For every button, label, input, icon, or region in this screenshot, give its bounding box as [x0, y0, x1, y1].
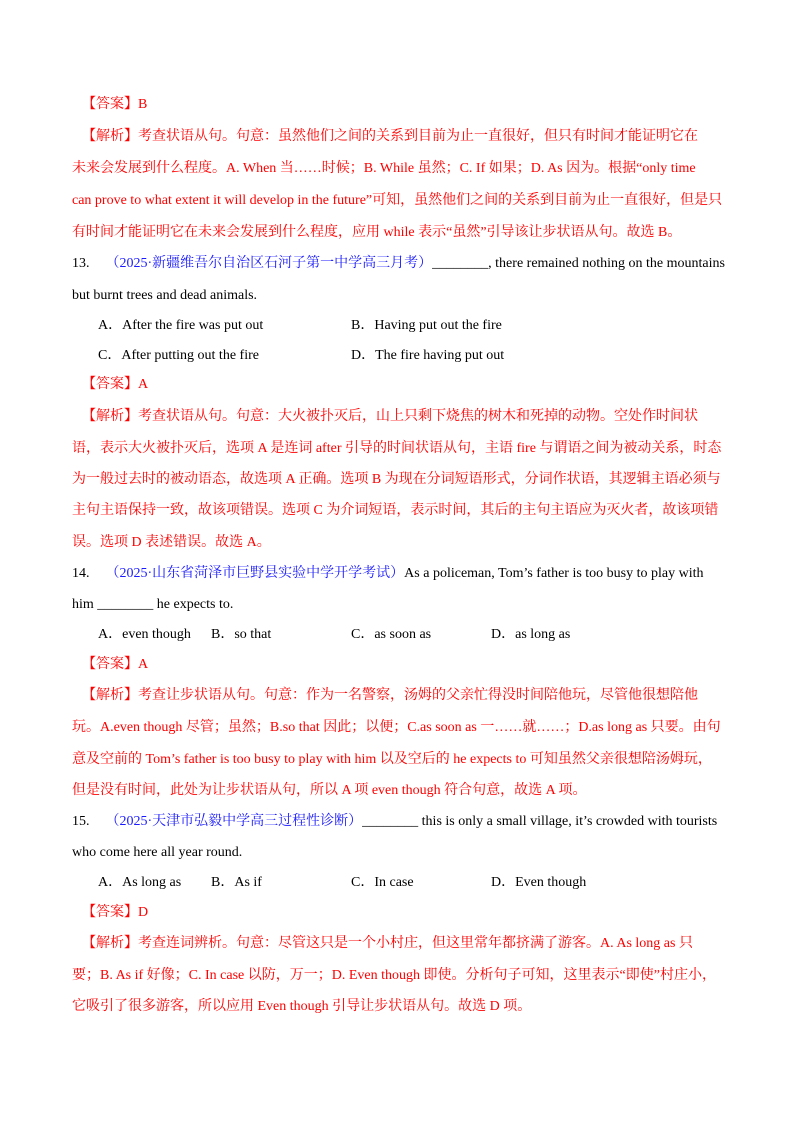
option-c: C．as soon as: [351, 627, 432, 642]
analysis-line: 未来会发展到什么程度。A. When 当……时候；B. While 虽然；C. If 如果；D. As 因为。根据“only time: [72, 161, 696, 176]
answer-line: 【答案】D: [82, 905, 149, 920]
analysis-line: 意及空前的 Tom’s father is too busy to play with him 以及空后的 he expects to 可知虽然父亲很想陪汤姆玩，: [72, 752, 712, 767]
option-d: D．The fire having put out: [351, 348, 505, 363]
analysis-line: 【解析】考查让步状语从句。句意：作为一名警察，汤姆的父亲忙得没时间陪他玩，尽管他很想陪他: [82, 688, 698, 703]
question-14-stem: [72, 564, 704, 584]
option-a: A．As long as: [98, 875, 182, 890]
analysis-line: 主句主语保持一致，故该项错误。选项 C 为介词短语，表示时间，其后的主句主语应为灭火者，故该项错: [72, 503, 719, 518]
question-13-stem: [72, 254, 725, 274]
option-a: A．After the fire was put out: [98, 318, 264, 333]
analysis-line: 为一般过去时的被动语态，故选项 A 正确。选项 B 为现在分词短语形式，分词作状语，其逻辑主语必须与: [72, 472, 721, 487]
analysis-line: 【解析】考查连词辨析。句意：尽管这只是一个小村庄，但这里常年都挤满了游客。A. As long as 只: [82, 936, 693, 951]
option-b: B．As if: [211, 875, 262, 890]
question-number: 14.: [72, 566, 90, 581]
question-text: ________, there remained nothing on the mountains: [432, 256, 725, 271]
question-source: （2025·山东省菏泽市巨野县实验中学开学考试）: [105, 566, 405, 581]
answer-line: 【答案】B: [82, 97, 148, 112]
option-d: D．Even though: [491, 875, 587, 890]
question-text: who come here all year round.: [72, 845, 243, 860]
answer-line: 【答案】A: [82, 377, 149, 392]
analysis-line: 它吸引了很多游客，所以应用 Even though 引导让步状语从句。故选 D 项。: [72, 999, 532, 1014]
option-b: B．so that: [211, 627, 272, 642]
answer-line: 【答案】A: [82, 657, 149, 672]
option-c: C．In case: [351, 875, 414, 890]
analysis-line: 误。选项 D 表述错误。故选 A。: [72, 535, 271, 550]
question-source: （2025·天津市弘毅中学高三过程性诊断）: [105, 814, 363, 829]
question-text: but burnt trees and dead animals.: [72, 288, 258, 303]
question-text: As a policeman, Tom’s father is too busy to play with: [404, 566, 704, 581]
question-number: 15.: [72, 814, 90, 829]
analysis-line: 语，表示大火被扑灭后，选项 A 是连词 after 引导的时间状语从句，主语 fire 与谓语之间为被动关系，时态: [72, 441, 722, 456]
option-d: D．as long as: [491, 627, 571, 642]
analysis-line: 但是没有时间，此处为让步状语从句，所以 A 项 even though 符合句意，故选 A 项。: [72, 783, 587, 798]
option-b: B．Having put out the fire: [351, 318, 502, 333]
question-15-stem: [72, 812, 717, 832]
analysis-line: can prove to what extent it will develop in the future”可知，虽然他们之间的关系到目前为止一直很好，但是只: [72, 193, 723, 208]
question-text: ________ this is only a small village, it’s crowded with tourists: [362, 814, 718, 829]
analysis-line: 有时间才能证明它在未来会发展到什么程度，应用 while 表示“虽然”引导该让步状语从句。故选 B。: [72, 225, 682, 240]
analysis-line: 玩。A.even though 尽管；虽然；B.so that 因此；以便；C.as soon as 一……就……；D.as long as 只要。由句: [72, 720, 721, 735]
analysis-line: 【解析】考查状语从句。句意：大火被扑灭后，山上只剩下烧焦的树木和死掉的动物。空处作时间状: [82, 409, 698, 424]
question-source: （2025·新疆维吾尔自治区石河子第一中学高三月考）: [105, 256, 433, 271]
analysis-line: 【解析】考查状语从句。句意：虽然他们之间的关系到目前为止一直很好，但只有时间才能证明它在: [82, 129, 698, 144]
option-a: A．even though: [98, 627, 191, 642]
question-number: 13.: [72, 256, 90, 271]
analysis-line: 要；B. As if 好像；C. In case 以防，万一；D. Even though 即使。分析句子可知，这里表示“即使”村庄小，: [72, 968, 716, 983]
option-c: C．After putting out the fire: [98, 348, 259, 363]
question-text: him ________ he expects to.: [72, 597, 234, 612]
